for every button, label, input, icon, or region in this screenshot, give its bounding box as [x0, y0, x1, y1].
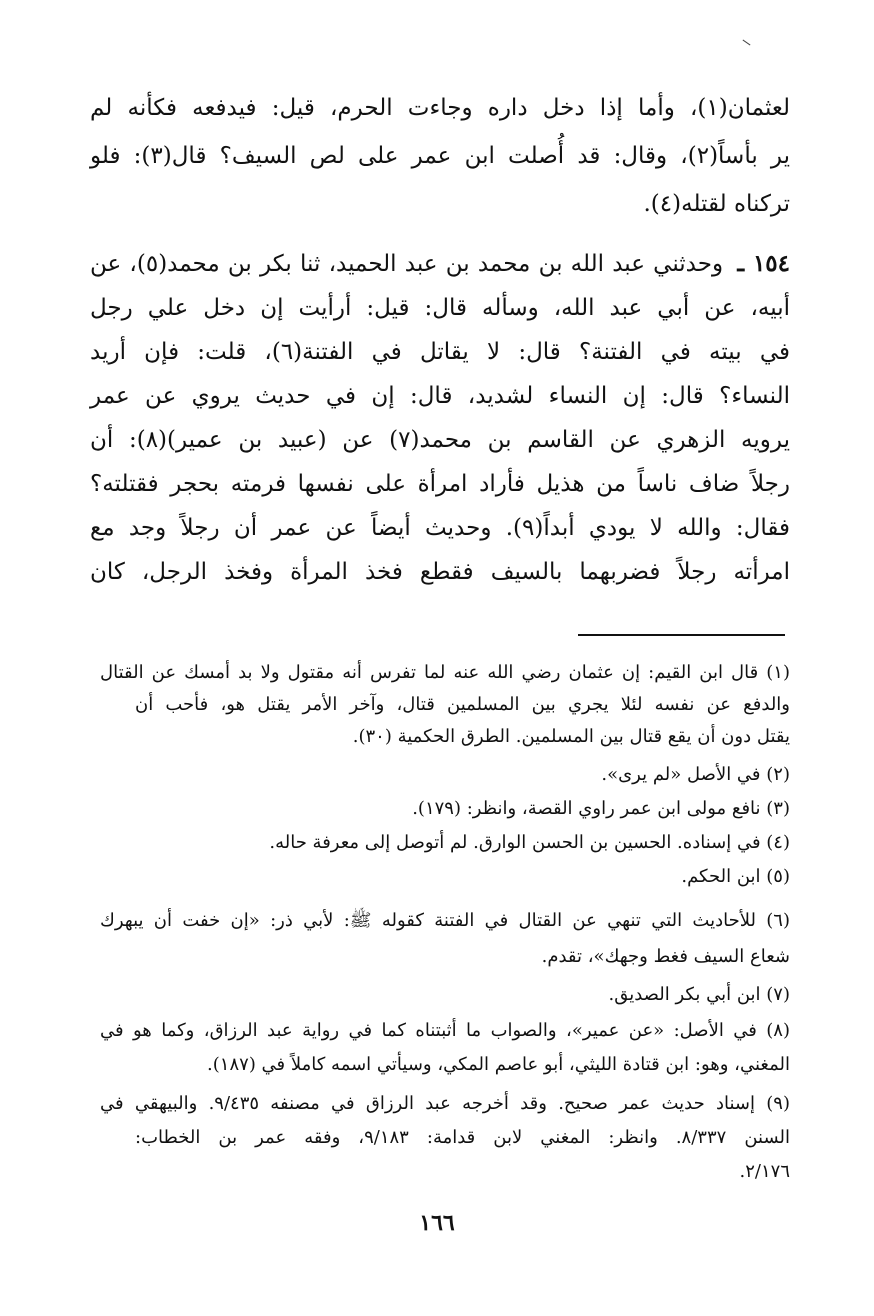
text-line: لعثمان(١)، وأما إذا دخل داره وجاءت الحرم، قيل: فيدفعه فكأنه لم — [90, 95, 790, 121]
footnote-line: (٣) نافع مولى ابن عمر راوي القصة، وانظر: (١٧٩). — [412, 798, 790, 819]
text-line: يرويه الزهري عن القاسم بن محمد(٧) عن (عبيد بن عمير)(٨): أن — [90, 427, 790, 453]
page-number: ١٦٦ — [419, 1210, 455, 1236]
footnote-line: (٨) في الأصل: «عن عمير»، والصواب ما أثبتناه كما في رواية عبد الرزاق، وكما هو في — [100, 1020, 790, 1041]
text-line: امرأته رجلاً فضربهما بالسيف فقطع فخذ المرأة وفخذ الرجل، كان — [90, 559, 790, 585]
footnote-line: (٥) ابن الحكم. — [681, 866, 790, 887]
text-line: ير بأساً(٢)، وقال: قد أُصلت ابن عمر على لص السيف؟ قال(٣): فلو — [90, 143, 790, 169]
footnote-line: (٩) إسناد حديث عمر صحيح. وقد أخرجه عبد الرزاق في مصنفه ٩/٤٣٥. والبيهقي في — [100, 1093, 790, 1114]
narration-number: ١٥٤ ـ — [737, 250, 791, 277]
text-line: تركناه لقتله(٤). — [643, 191, 790, 217]
footnote-line: ٢/١٧٦. — [739, 1161, 790, 1182]
text-line: رجلاً ضاف ناساً من هذيل فأراد امرأة على نفسها فرمته بحجر فقتلته؟ — [90, 471, 790, 497]
footnote-line: يقتل دون أن يقع قتال بين المسلمين. الطرق الحكمية (٣٠). — [352, 726, 790, 747]
scan-speck — [743, 40, 751, 46]
footnote-line: (٦) للأحاديث التي تنهي عن القتال في الفتنة كقوله ﷺ: لأبي ذر: «إن خفت أن يبهرك — [100, 910, 790, 931]
footnote-line: (٧) ابن أبي بكر الصديق. — [608, 984, 790, 1005]
text-line: فقال: والله لا يودي أبداً(٩). وحديث أيضاً عن عمر أن رجلاً وجد مع — [90, 515, 790, 541]
text-line: في بيته في الفتنة؟ قال: لا يقاتل في الفتنة(٦)، قلت: فإن أريد — [90, 339, 790, 365]
text-line: النساء؟ قال: إن النساء لشديد، قال: إن في حديث يروي عن عمر — [90, 383, 790, 409]
footnote-separator — [578, 634, 785, 636]
footnote-line: المغني، وهو: ابن قتادة الليثي، أبو عاصم المكي، وسيأتي اسمه كاملاً في (١٨٧). — [207, 1054, 790, 1075]
narration-first-line — [90, 244, 790, 284]
footnote-line: شعاع السيف فغط وجهك»، تقدم. — [541, 946, 790, 967]
text-line: أبيه، عن أبي عبد الله، وسأله قال: قيل: أرأيت إن دخل علي رجل — [90, 295, 790, 321]
footnote-line: السنن ٨/٣٣٧. وانظر: المغني لابن قدامة: ٩/١٨٣، وفقه عمر بن الخطاب: — [135, 1127, 790, 1148]
text-segment: وحدثني عبد الله بن محمد بن عبد الحميد، ثنا بكر بن محمد(٥)، عن — [90, 251, 724, 277]
footnote-line: (٤) في إسناده. الحسين بن الحسن الوارق. لم أتوصل إلى معرفة حاله. — [269, 832, 790, 853]
footnote-line: والدفع عن نفسه لئلا يجري بين المسلمين قتال، وآخر الأمر يقتل هو، فأحب أن — [135, 694, 790, 715]
footnote-line: (٢) في الأصل «لم يرى». — [601, 764, 790, 785]
footnote-line: (١) قال ابن القيم: إن عثمان رضي الله عنه لما تفرس أنه مقتول ولا بد أمسك عن القتال — [100, 662, 790, 683]
